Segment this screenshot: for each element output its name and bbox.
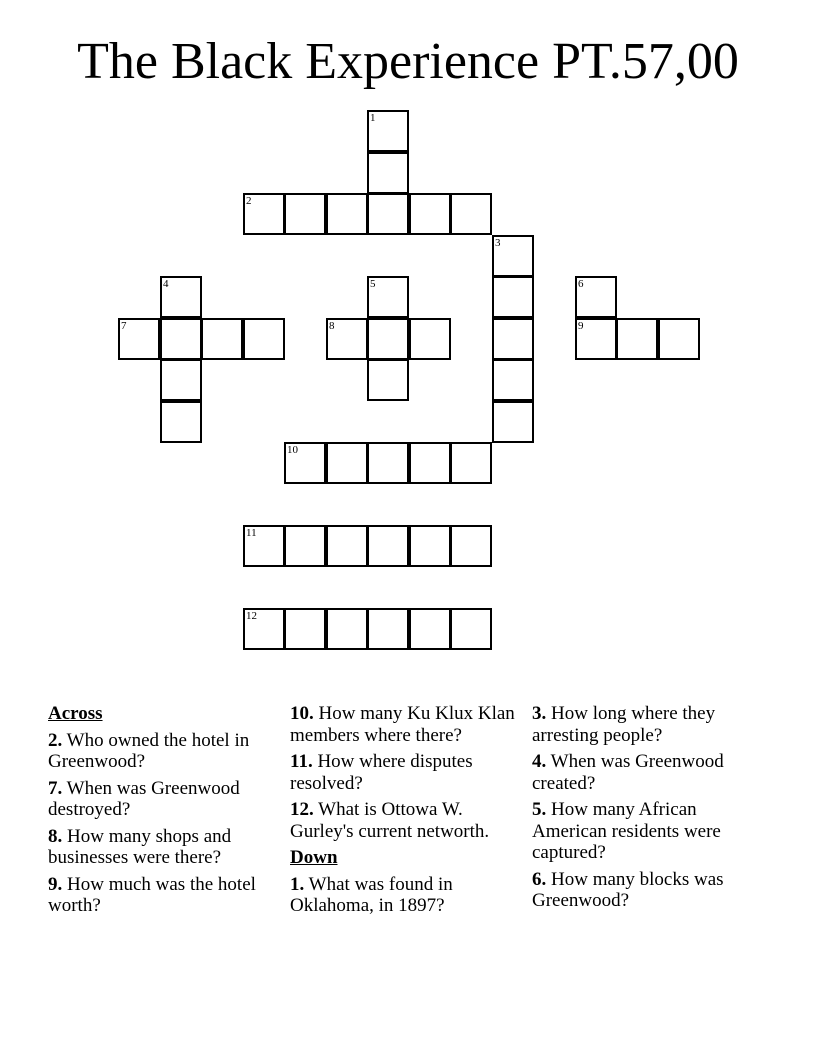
- grid-cell[interactable]: [492, 359, 534, 401]
- clue-down-6: [532, 869, 768, 912]
- clue-text: How many blocks was Greenwood?: [532, 868, 724, 911]
- clues-column-2: [290, 703, 526, 922]
- clue-number: 7.: [48, 777, 63, 799]
- grid-cell[interactable]: [160, 276, 202, 318]
- grid-cell[interactable]: [658, 318, 700, 360]
- clue-text: How long where they arresting people?: [532, 703, 716, 746]
- cell-number: 2: [246, 195, 252, 207]
- clue-down-5: [532, 799, 768, 864]
- grid-cell[interactable]: [450, 193, 492, 235]
- grid-cell[interactable]: [367, 442, 409, 484]
- clue-number: 5.: [532, 799, 547, 820]
- cell-number: 10: [287, 444, 298, 456]
- cell-number: 4: [163, 278, 169, 290]
- across-heading: Across: [48, 703, 103, 724]
- grid-cell[interactable]: [367, 608, 409, 650]
- clue-number: 6.: [532, 868, 547, 890]
- grid-cell[interactable]: [409, 318, 451, 360]
- cell-number: 8: [329, 320, 335, 332]
- grid-cell[interactable]: [284, 193, 326, 235]
- clue-across-8: [48, 826, 284, 869]
- cell-number: 12: [246, 610, 257, 622]
- clue-text: What was found in Oklahoma, in 1897?: [290, 873, 453, 916]
- clue-text: What is Ottowa W. Gurley's current networth.: [290, 799, 490, 842]
- clue-text: How much was the hotel worth?: [48, 873, 256, 916]
- grid-cell[interactable]: [367, 525, 409, 567]
- grid-cell[interactable]: [367, 152, 409, 194]
- grid-cell[interactable]: [326, 608, 368, 650]
- clue-text: Who owned the hotel in Greenwood?: [48, 729, 250, 772]
- clue-across-7: [48, 778, 284, 821]
- clue-down-1: [290, 874, 526, 917]
- grid-cell[interactable]: [409, 608, 451, 650]
- grid-cell[interactable]: [243, 525, 285, 567]
- clue-text: How many Ku Klux Klan members where there?: [290, 703, 515, 746]
- grid-cell[interactable]: [326, 318, 368, 360]
- clue-number: 11.: [290, 751, 313, 772]
- grid-cell[interactable]: [284, 525, 326, 567]
- clue-down-4: [532, 751, 768, 794]
- cell-number: 7: [121, 320, 127, 332]
- page-title: The Black Experience PT.57,00: [77, 33, 739, 90]
- grid-cell[interactable]: [367, 276, 409, 318]
- cell-number: 1: [370, 112, 376, 124]
- grid-cell[interactable]: [326, 525, 368, 567]
- grid-cell[interactable]: [409, 525, 451, 567]
- clue-number: 2.: [48, 729, 63, 751]
- grid-cell[interactable]: [243, 318, 285, 360]
- cell-number: 5: [370, 278, 376, 290]
- down-heading: Down: [290, 847, 338, 868]
- grid-cell[interactable]: [492, 401, 534, 443]
- grid-cell[interactable]: [450, 608, 492, 650]
- grid-cell[interactable]: [160, 359, 202, 401]
- grid-cell[interactable]: [492, 276, 534, 318]
- grid-cell[interactable]: [450, 525, 492, 567]
- clue-number: 12.: [290, 799, 314, 820]
- clue-across-9: [48, 874, 284, 917]
- clue-number: 4.: [532, 751, 547, 772]
- clue-across-12: [290, 799, 526, 842]
- clue-down-3: [532, 703, 768, 746]
- grid-cell[interactable]: [367, 318, 409, 360]
- grid-cell[interactable]: [284, 608, 326, 650]
- cell-number: 6: [578, 278, 584, 290]
- clue-number: 1.: [290, 873, 305, 895]
- grid-cell[interactable]: [326, 193, 368, 235]
- clues-column-1: [48, 703, 284, 922]
- clue-number: 10.: [290, 703, 314, 724]
- grid-cell[interactable]: [243, 608, 285, 650]
- clue-number: 9.: [48, 873, 63, 895]
- grid-cell[interactable]: [160, 401, 202, 443]
- cell-number: 3: [495, 237, 501, 249]
- clues-column-3: [532, 703, 768, 917]
- clue-across-10: [290, 703, 526, 746]
- clue-text: When was Greenwood destroyed?: [48, 777, 240, 820]
- grid-cell[interactable]: [367, 193, 409, 235]
- grid-cell[interactable]: [409, 193, 451, 235]
- clue-across-11: [290, 751, 526, 794]
- cell-number: 11: [246, 527, 257, 539]
- clue-across-2: [48, 730, 284, 773]
- grid-cell[interactable]: [492, 235, 534, 277]
- grid-cell[interactable]: [409, 442, 451, 484]
- cell-number: 9: [578, 320, 584, 332]
- grid-cell[interactable]: [616, 318, 658, 360]
- grid-cell[interactable]: [575, 318, 617, 360]
- grid-cell[interactable]: [243, 193, 285, 235]
- clue-text: How many shops and businesses were there?: [48, 825, 232, 868]
- clue-text: When was Greenwood created?: [532, 751, 724, 794]
- clue-text: How many African American residents were captured?: [532, 799, 721, 863]
- grid-cell[interactable]: [575, 276, 617, 318]
- grid-cell[interactable]: [492, 318, 534, 360]
- grid-cell[interactable]: [118, 318, 160, 360]
- grid-cell[interactable]: [450, 442, 492, 484]
- grid-cell[interactable]: [367, 110, 409, 152]
- grid-cell[interactable]: [326, 442, 368, 484]
- clue-number: 8.: [48, 825, 63, 847]
- clue-text: How where disputes resolved?: [290, 751, 473, 794]
- grid-cell[interactable]: [284, 442, 326, 484]
- grid-cell[interactable]: [201, 318, 243, 360]
- clue-number: 3.: [532, 703, 547, 724]
- grid-cell[interactable]: [367, 359, 409, 401]
- grid-cell[interactable]: [160, 318, 202, 360]
